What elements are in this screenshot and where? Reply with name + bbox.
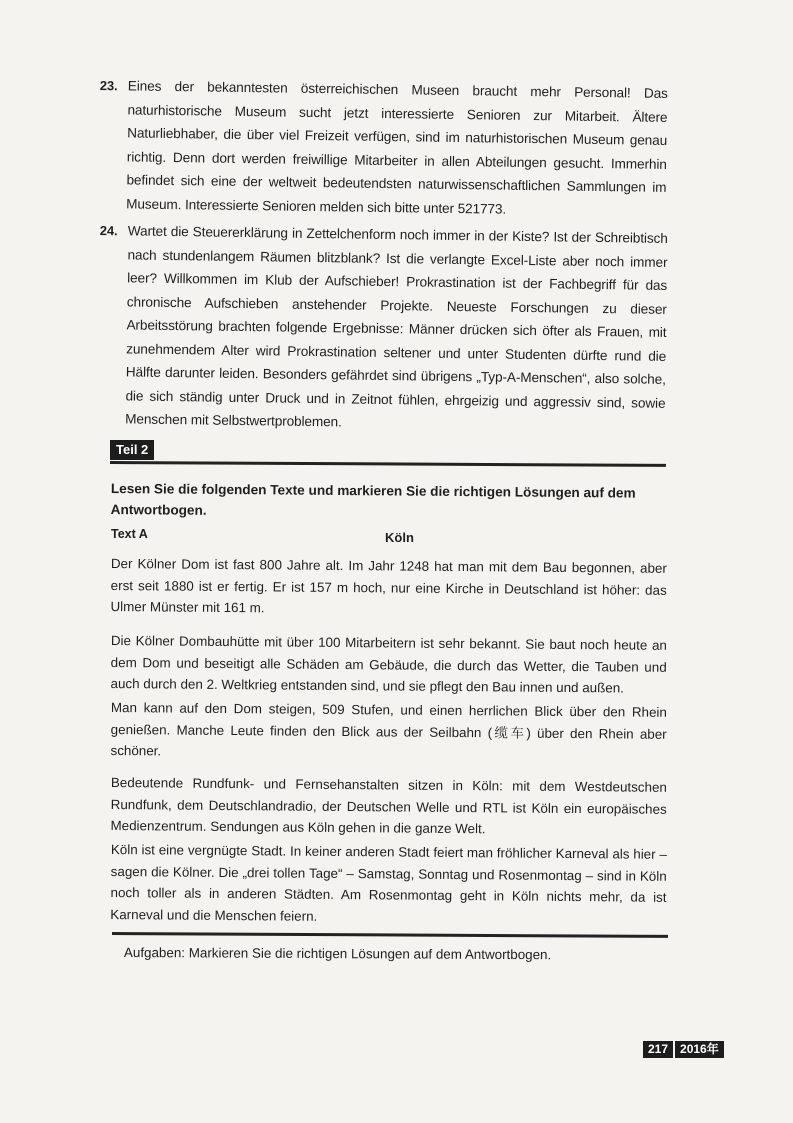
task-instruction: Aufgaben: Markieren Sie die richtigen Lösungen auf dem Antwortbogen. <box>123 945 552 963</box>
item-text: Eines der bekanntesten österreichischen Museen braucht mehr Personal! Das naturhistorische Museum sucht jetzt interessierte Senioren zur Mitarbeit. Ältere Naturliebhaber, die über viel Freizeit verfügen, sind im naturhistorischen Museum genau richtig. Denn dort werden freiwillige Mitarbeiter in allen Abteilungen gesucht. Immerhin befindet sich eine der weltweit bedeutendsten naturwissenschaftlichen Sammlungen im Museum. Interessierte Senioren melden sich bitte unter 521773. <box>126 78 668 217</box>
page-footer <box>643 1041 724 1058</box>
item-text: Wartet die Steuererklärung in Zettelchenform noch immer in der Kiste? Ist der Schreibtisch nach stundenlangem Räumen blitzblank? Ist die verlangte Excel-Liste aber noch immer leer? Willkommen im Klub der Aufschieber! Prokrastination ist der Fachbegriff für das chronische Aufschieben anstehender Projekte. Neueste Forschungen zu dieser Arbeitsstörung brachten folgende Ergebnisse: Männer drücken sich öfter als Frauen, mit zunehmendem Alter wird Prokrastination seltener und unter Studenten dürfte rund die Hälfte darunter leiden. Besonders gefährdet sind übrigens „Typ-A-Menschen“, also solche, die sich ständig unter Druck und in Zeitnot fühlen, ehrgeizig und aggressiv sind, sowie Menschen mit Selbstwertproblemen. <box>125 223 668 430</box>
section-label: Teil 2 <box>110 440 154 460</box>
reading-item-23 <box>98 74 668 223</box>
paragraph: Köln ist eine vergnügte Stadt. In keiner anderen Stadt feiert man fröhlicher Karneval als hier – sagen die Kölner. Die „drei tollen Tage“ – Samstag, Sonntag und Rosenmontag – sind in Köln noch toller als in anderen Städten. Am Rosenmontag geht in Köln nichts mehr, da ist Karneval und die Menschen feiern. <box>110 841 667 924</box>
text-label: Text A <box>111 527 148 541</box>
paragraph: Die Kölner Dombauhütte mit über 100 Mitarbeitern ist sehr bekannt. Sie baut noch heute an dem Dom und beseitigt alle Schäden am Gebäude, die durch das Wetter, die Tauben und auch durch den 2. Weltkrieg entstanden sind, und sie pflegt den Bau innen und außen. <box>110 632 667 696</box>
section-instruction: Lesen Sie die folgenden Texte und markieren Sie die richtigen Lösungen auf dem Antwortbogen. <box>110 480 636 518</box>
page-number: 217 <box>643 1041 673 1058</box>
paragraph: Man kann auf den Dom steigen, 509 Stufen, und einen herrlichen Blick über den Rhein genießen. Manche Leute finden den Blick aus der Seilbahn (缆车) über den Rhein aber schöner. <box>110 699 667 759</box>
section-divider <box>110 461 666 467</box>
text-title: Köln <box>385 530 414 545</box>
divider <box>112 932 668 938</box>
item-number: 24. <box>99 222 118 239</box>
item-number: 23. <box>99 77 118 94</box>
reading-item-24 <box>97 219 668 438</box>
year-badge: 2016年 <box>675 1041 724 1058</box>
paragraph: Bedeutende Rundfunk- und Fernsehanstalten sitzen in Köln: mit dem Westdeutschen Rundfunk, dem Deutschlandradio, der Deutschen Welle und RTL ist Köln ein europäisches Medienzentrum. Sendungen aus Köln gehen in die ganze Welt. <box>110 774 667 837</box>
paragraph: Der Kölner Dom ist fast 800 Jahre alt. Im Jahr 1248 hat man mit dem Bau begonnen, aber erst seit 1880 ist er fertig. Er ist 157 m hoch, nur eine Kirche in Deutschland ist höher: das Ulmer Münster mit 161 m. <box>110 555 667 616</box>
